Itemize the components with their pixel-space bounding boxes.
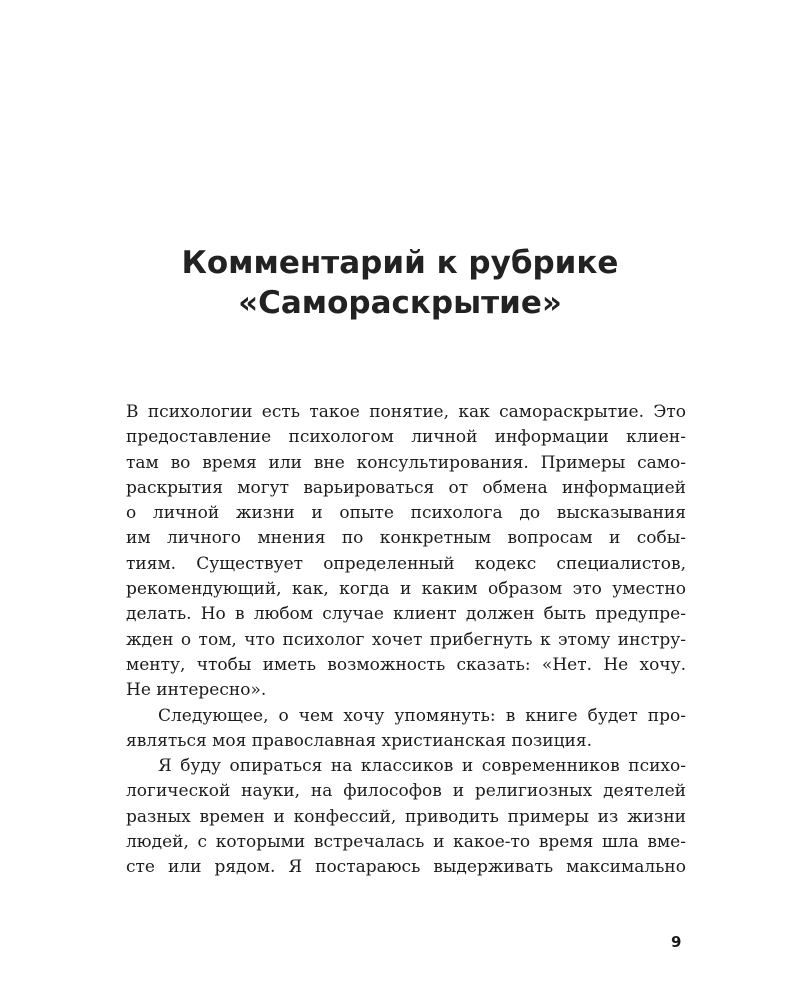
text-line: рекомендующий, как, когда и каким образом это уместно — [126, 579, 686, 600]
text-line: людей, с которыми встречалась и какое-то время шла вме- — [126, 832, 686, 853]
text-line: о личной жизни и опыте психолога до высказывания — [126, 503, 686, 524]
text-line: делать. Но в любом случае клиент должен быть предупре- — [126, 604, 686, 625]
text-line: предоставление психологом личной информации клиен- — [126, 427, 686, 448]
chapter-title — [0, 243, 800, 323]
text-line: сте или рядом. Я постараюсь выдерживать максимально — [126, 857, 686, 878]
page-number: 9 — [671, 933, 682, 951]
text-line: являться моя православная христианская позиция. — [126, 730, 592, 751]
text-line: Следующее, о чем хочу упомянуть: в книге будет про- — [158, 705, 686, 726]
text-line: разных времен и конфессий, приводить примеры из жизни — [126, 806, 686, 827]
text-line: там во время или вне консультирования. Примеры само- — [126, 452, 686, 473]
chapter-title-line-1: Комментарий к рубрике — [181, 245, 619, 281]
body-text — [126, 400, 686, 881]
text-line: менту, чтобы иметь возможность сказать: «Нет. Не хочу. — [126, 654, 686, 675]
text-line: логической науки, на философов и религиозных деятелей — [126, 781, 686, 802]
text-line: жден о том, что психолог хочет прибегнуть к этому инстру- — [126, 629, 686, 650]
text-line: Я буду опираться на классиков и современников психо- — [158, 756, 686, 777]
chapter-title-line-2: «Самораскрытие» — [238, 285, 562, 321]
text-line: им личного мнения по конкретным вопросам и собы- — [126, 528, 686, 549]
text-line: тиям. Существует определенный кодекс специалистов, — [126, 553, 686, 574]
text-line: Не интересно». — [126, 680, 267, 701]
text-line: В психологии есть такое понятие, как самораскрытие. Это — [126, 402, 686, 422]
text-line: раскрытия могут варьироваться от обмена информацией — [126, 477, 686, 498]
